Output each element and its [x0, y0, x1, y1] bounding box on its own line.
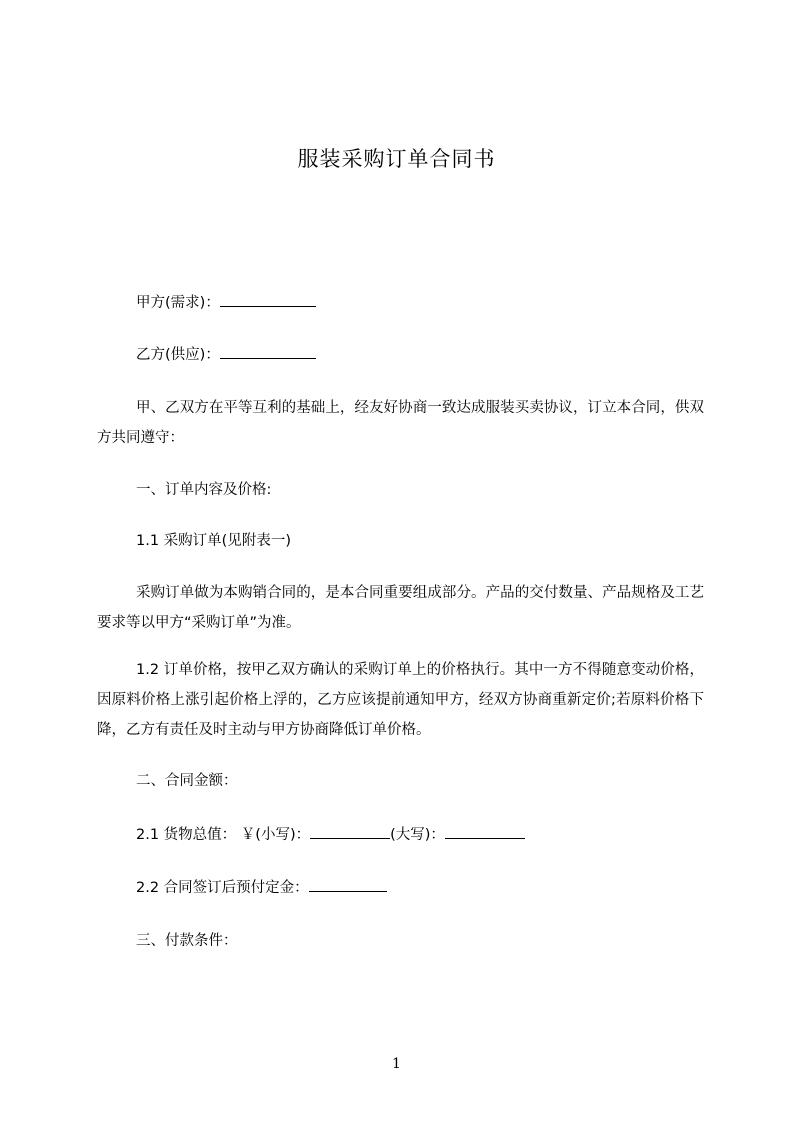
clause-2-1-label: 2.1 货物总值：: [136, 827, 237, 843]
section-3-heading: 三、付款条件：: [136, 933, 238, 949]
party-a-line: [136, 291, 316, 313]
party-a-blank: [220, 291, 316, 307]
amount-lower-blank: [310, 823, 390, 839]
document-title: 服装采购订单合同书: [297, 147, 496, 171]
clause-2-1-upper: (大写)：: [390, 827, 445, 843]
clause-2-1-currency: ￥(小写)：: [240, 827, 311, 843]
section-2-heading: 二、合同金额：: [136, 773, 238, 789]
page-number: 1: [392, 1056, 401, 1072]
clause-1-1-heading: 1.1 采购订单(见附表一): [136, 533, 291, 549]
party-b-line: [136, 343, 316, 365]
clause-2-2-line: [136, 876, 387, 898]
deposit-blank: [309, 876, 387, 892]
clause-1-2-body: 1.2 订单价格，按甲乙双方确认的采购订单上的价格执行。其中一方不得随意变动价格，因原料价格上涨引起价格上浮的，乙方应该提前通知甲方，经双方协商重新定价;若原料价格下降，乙方有责任及时主动与甲方协商降低订单价格。: [97, 662, 704, 738]
party-b-blank: [220, 343, 316, 359]
section-1-heading: 一、订单内容及价格:: [136, 482, 272, 498]
amount-upper-blank: [445, 823, 525, 839]
clause-1-1-body: 采购订单做为本购销合同的，是本合同重要组成部分。产品的交付数量、产品规格及工艺要求等以甲方“采购订单”为准。: [97, 585, 704, 631]
clause-2-2-label: 2.2 合同签订后预付定金：: [136, 880, 309, 896]
party-a-label: 甲方(需求)：: [136, 295, 220, 311]
intro-paragraph: 甲、乙双方在平等互利的基础上，经友好协商一致达成服装买卖协议，订立本合同，供双方共同遵守：: [97, 400, 704, 446]
party-b-label: 乙方(供应)：: [136, 347, 220, 363]
clause-2-1-line: [136, 823, 525, 845]
